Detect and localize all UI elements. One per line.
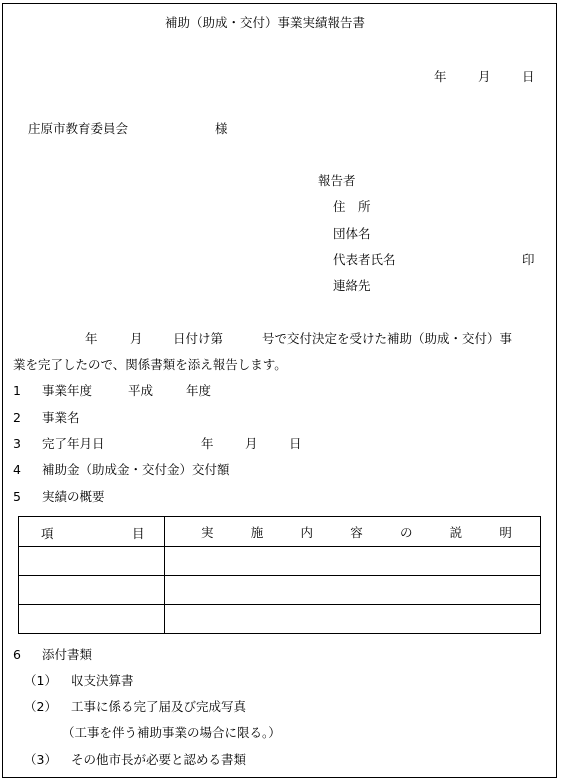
item-4-label: 補助金（助成金・交付金）交付額: [42, 462, 230, 477]
header-cell-description: 実 施 内 容 の 説 明: [165, 517, 541, 547]
item-2-number: 2: [13, 410, 21, 425]
body-month: 月: [130, 331, 143, 346]
attachments-heading: 添付書類: [42, 647, 93, 662]
attachment-2-note: （工事を伴う補助事業の場合に限る。）: [62, 725, 281, 740]
date-year-label: 年: [434, 69, 447, 84]
document-title: 補助（助成・交付）事業実績報告書: [165, 15, 366, 30]
attachment-2-text: 工事に係る完了届及び完成写真: [71, 699, 247, 714]
item-3-label: 完了年月日: [42, 436, 105, 451]
item-1-era: 平成: [128, 383, 154, 398]
table-cell[interactable]: [19, 576, 165, 605]
item-3-month: 月: [245, 436, 258, 451]
body-day-ref: 日付け第: [173, 331, 224, 346]
table-cell[interactable]: [19, 547, 165, 576]
summary-table: [18, 516, 541, 634]
attachment-3-text: その他市長が必要と認める書類: [71, 752, 247, 767]
item-3-day: 日: [289, 436, 302, 451]
item-3-year: 年: [201, 436, 214, 451]
item-5-label: 実績の概要: [42, 489, 105, 504]
attachments-number: 6: [13, 647, 21, 662]
item-1-label: 事業年度: [42, 383, 93, 398]
table-row: [19, 576, 541, 605]
seal-mark: 印: [522, 252, 535, 267]
attachment-2-number: （2）: [24, 699, 57, 714]
item-4-number: 4: [13, 462, 21, 477]
header-cell-item: 項 目: [19, 517, 165, 547]
attachment-1-number: （1）: [24, 673, 57, 688]
reporter-address-label: 住 所: [333, 199, 371, 214]
item-1-number: 1: [13, 383, 21, 398]
item-5-number: 5: [13, 489, 21, 504]
table-row: [19, 605, 541, 634]
table-cell[interactable]: [165, 605, 541, 634]
reporter-org-label: 団体名: [333, 226, 371, 241]
attachment-3-number: （3）: [24, 752, 57, 767]
reporter-rep-label: 代表者氏名: [333, 252, 396, 267]
date-day-label: 日: [522, 69, 535, 84]
item-3-number: 3: [13, 436, 21, 451]
addressee-honorific: 様: [215, 121, 228, 136]
body-year: 年: [85, 331, 98, 346]
table-cell[interactable]: [165, 547, 541, 576]
item-2-label: 事業名: [42, 410, 80, 425]
attachment-1-text: 収支決算書: [71, 673, 134, 688]
date-month-label: 月: [478, 69, 491, 84]
table-row: [19, 547, 541, 576]
body-line-2: 業を完了したので、関係書類を添え報告します。: [13, 357, 287, 372]
table-cell[interactable]: [165, 576, 541, 605]
body-statement: 号で交付決定を受けた補助（助成・交付）事: [262, 331, 513, 346]
item-1-year-unit: 年度: [186, 383, 212, 398]
summary-table-header: [19, 517, 541, 547]
addressee-name: 庄原市教育委員会: [28, 121, 129, 136]
table-cell[interactable]: [19, 605, 165, 634]
reporter-contact-label: 連絡先: [333, 278, 371, 293]
reporter-heading: 報告者: [318, 173, 356, 188]
